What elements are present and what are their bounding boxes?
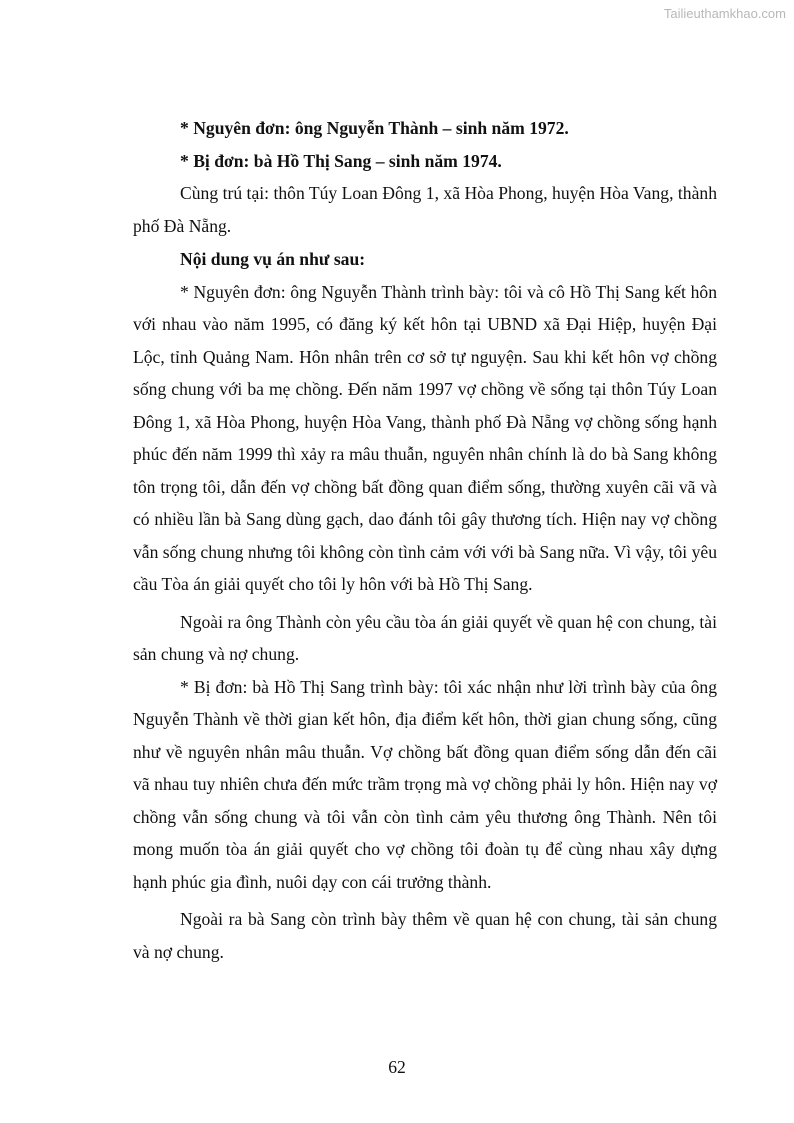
document-body — [133, 112, 717, 968]
defendant-heading: * Bị đơn: bà Hồ Thị Sang – sinh năm 1974. — [180, 150, 502, 171]
page-number: 62 — [388, 1057, 406, 1077]
case-content-heading: Nội dung vụ án như sau: — [180, 249, 366, 269]
plaintiff-heading: * Nguyên đơn: ông Nguyễn Thành – sinh năm 1972. — [180, 118, 569, 138]
residence-paragraph: Cùng trú tại: thôn Túy Loan Đông 1, xã Hòa Phong, huyện Hòa Vang, thành phố Đà Nẵng. — [133, 183, 717, 236]
plaintiff-additional-request-paragraph: Ngoài ra ông Thành còn yêu cầu tòa án giải quyết về quan hệ con chung, tài sản chung và nợ chung. — [133, 611, 717, 664]
defendant-additional-paragraph: Ngoài ra bà Sang còn trình bày thêm về quan hệ con chung, tài sản chung và nợ chung. — [133, 909, 717, 962]
defendant-statement-paragraph: * Bị đơn: bà Hồ Thị Sang trình bày: tôi xác nhận như lời trình bày của ông Nguyễn Thành về thời gian kết hôn, địa điểm kết hôn, thời gian chung sống, cũng như về nguyên nhân mâu thuẫn. Vợ chồng bất đồng quan điểm sống dẫn đến cãi vã nhau tuy nhiên chưa đến mức trầm trọng mà vợ chồng phải ly hôn. Hiện nay vợ chồng vẫn sống chung và tôi vẫn còn tình cảm yêu thương ông Thành. Nên tôi mong muốn tòa án giải quyết cho vợ chồng tôi đoàn tụ để cùng nhau xây dựng hạnh phúc gia đình, nuôi dạy con cái trưởng thành. — [133, 676, 717, 892]
plaintiff-statement-paragraph: * Nguyên đơn: ông Nguyễn Thành trình bày: tôi và cô Hồ Thị Sang kết hôn với nhau vào năm 1995, có đăng ký kết hôn tại UBND xã Đại Hiệp, huyện Đại Lộc, tỉnh Quảng Nam. Hôn nhân trên cơ sở tự nguyện. Sau khi kết hôn vợ chồng sống chung với ba mẹ chồng. Đến năm 1997 vợ chồng về sống tại thôn Túy Loan Đông 1, xã Hòa Phong, huyện Hòa Vang, thành phố Đà Nẵng vợ chồng sống hạnh phúc đến năm 1999 thì xảy ra mâu thuẫn, nguyên nhân chính là do bà Sang không tôn trọng tôi, dẫn đến vợ chồng bất đồng quan điểm sống, thường xuyên cãi vã và có nhiều lần bà Sang dùng gạch, dao đánh tôi gây thương tích. Hiện nay vợ chồng vẫn sống chung nhưng tôi không còn tình cảm với với bà Sang nữa. Vì vậy, tôi yêu cầu Tòa án giải quyết cho tôi ly hôn với bà Hồ Thị Sang. — [133, 281, 717, 594]
watermark: Tailieuthamkhao.com — [663, 6, 786, 21]
